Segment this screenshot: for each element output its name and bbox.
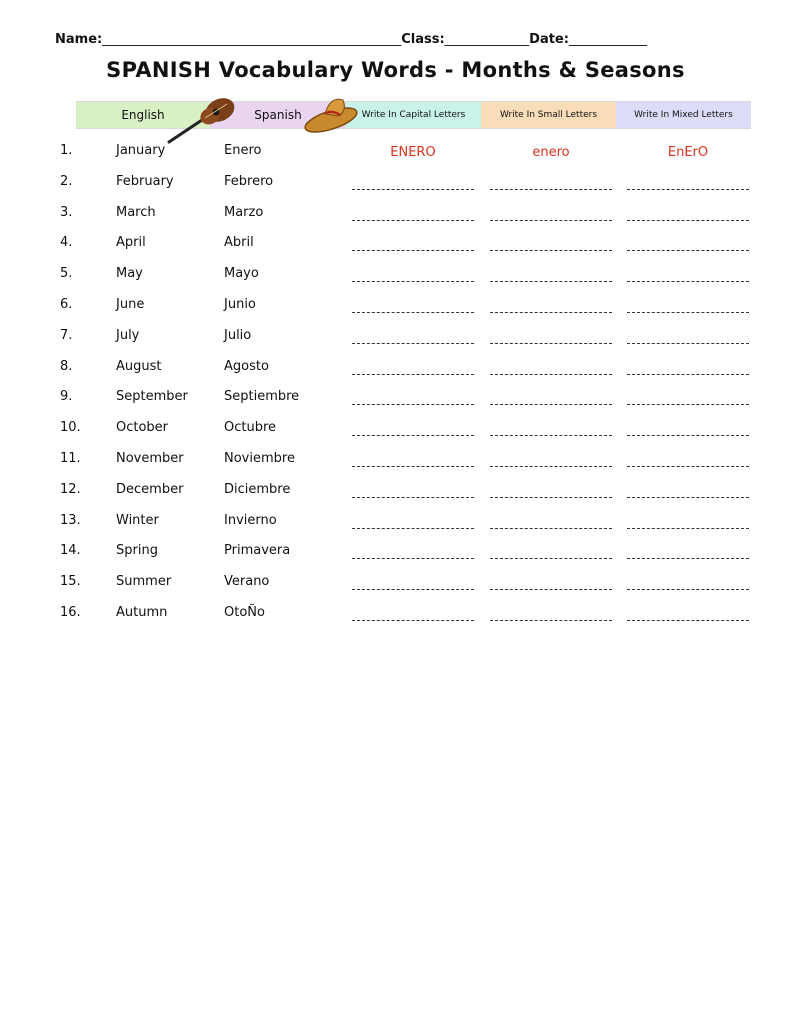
write-line-mixed[interactable] — [627, 528, 749, 529]
write-line-mixed[interactable] — [627, 466, 749, 467]
row-number: 7. — [60, 328, 73, 343]
spanish-word: Verano — [224, 574, 270, 589]
write-line-small[interactable] — [490, 589, 612, 590]
english-word: March — [116, 205, 156, 220]
spanish-word: Julio — [224, 328, 252, 343]
write-line-small[interactable] — [490, 250, 612, 251]
write-line-capital[interactable] — [352, 312, 474, 313]
row-number: 16. — [60, 605, 81, 620]
row-number: 2. — [60, 174, 73, 189]
table-row — [0, 543, 791, 563]
column-header-mixed: Write In Mixed Letters — [616, 101, 751, 129]
english-word: July — [116, 328, 140, 343]
table-row — [0, 328, 791, 348]
write-line-capital[interactable] — [352, 497, 474, 498]
write-line-capital[interactable] — [352, 466, 474, 467]
student-info-line — [55, 32, 750, 52]
table-row — [0, 235, 791, 255]
write-line-mixed[interactable] — [627, 374, 749, 375]
column-header-small: Write In Small Letters — [481, 101, 616, 129]
english-word: Spring — [116, 543, 158, 558]
write-line-small[interactable] — [490, 312, 612, 313]
class-label: Class: — [401, 32, 445, 47]
write-line-capital[interactable] — [352, 374, 474, 375]
spanish-word: Diciembre — [224, 482, 291, 497]
write-line-mixed[interactable] — [627, 497, 749, 498]
example-small: enero — [532, 145, 570, 160]
spanish-word: Invierno — [224, 513, 277, 528]
english-word: Summer — [116, 574, 172, 589]
write-line-small[interactable] — [490, 620, 612, 621]
english-word: Winter — [116, 513, 159, 528]
row-number: 9. — [60, 389, 73, 404]
table-row — [0, 389, 791, 409]
write-line-capital[interactable] — [352, 589, 474, 590]
row-number: 8. — [60, 359, 73, 374]
guitar-icon — [165, 92, 240, 147]
write-line-small[interactable] — [490, 497, 612, 498]
column-header-capital: Write In Capital Letters — [346, 101, 481, 129]
table-row — [0, 605, 791, 625]
write-line-mixed[interactable] — [627, 589, 749, 590]
row-number: 12. — [60, 482, 81, 497]
write-line-capital[interactable] — [352, 435, 474, 436]
row-number: 11. — [60, 451, 81, 466]
english-word: Autumn — [116, 605, 168, 620]
table-row — [0, 266, 791, 286]
class-blank[interactable]: _____________ — [444, 32, 530, 47]
write-line-mixed[interactable] — [627, 558, 749, 559]
english-word: December — [116, 482, 184, 497]
table-row — [0, 205, 791, 225]
write-line-mixed[interactable] — [627, 220, 749, 221]
column-header-english: English — [76, 101, 210, 129]
row-number: 13. — [60, 513, 81, 528]
write-line-mixed[interactable] — [627, 250, 749, 251]
write-line-capital[interactable] — [352, 620, 474, 621]
table-row — [0, 174, 791, 194]
date-label: Date: — [529, 32, 569, 47]
english-word: October — [116, 420, 169, 435]
sombrero-icon — [303, 92, 363, 134]
table-row — [0, 420, 791, 440]
write-line-capital[interactable] — [352, 281, 474, 282]
row-number: 6. — [60, 297, 73, 312]
write-line-capital[interactable] — [352, 220, 474, 221]
english-word: November — [116, 451, 184, 466]
name-blank[interactable]: ______________________________________________ — [102, 32, 402, 47]
row-number: 14. — [60, 543, 81, 558]
write-line-mixed[interactable] — [627, 620, 749, 621]
row-number: 4. — [60, 235, 73, 250]
write-line-small[interactable] — [490, 466, 612, 467]
write-line-mixed[interactable] — [627, 189, 749, 190]
spanish-word: Primavera — [224, 543, 291, 558]
spanish-word: Abril — [224, 235, 254, 250]
table-row — [0, 297, 791, 317]
write-line-capital[interactable] — [352, 528, 474, 529]
spanish-word: Junio — [224, 297, 256, 312]
write-line-mixed[interactable] — [627, 281, 749, 282]
english-word: September — [116, 389, 188, 404]
english-word: February — [116, 174, 174, 189]
write-line-small[interactable] — [490, 281, 612, 282]
row-number: 5. — [60, 266, 73, 281]
write-line-mixed[interactable] — [627, 343, 749, 344]
spanish-word: Noviembre — [224, 451, 295, 466]
write-line-capital[interactable] — [352, 404, 474, 405]
write-line-small[interactable] — [490, 343, 612, 344]
table-row — [0, 513, 791, 533]
write-line-small[interactable] — [490, 220, 612, 221]
table-row — [0, 574, 791, 594]
spanish-word: OtoÑo — [224, 605, 265, 620]
english-word: April — [116, 235, 146, 250]
column-header-spanish: Spanish — [210, 101, 346, 129]
row-number: 1. — [60, 143, 73, 158]
date-blank[interactable]: ____________ — [568, 32, 647, 47]
page-title: SPANISH Vocabulary Words - Months & Seasons — [106, 58, 685, 82]
table-row — [0, 451, 791, 471]
spanish-word: Septiembre — [224, 389, 300, 404]
spanish-word: Enero — [224, 143, 262, 158]
write-line-small[interactable] — [490, 374, 612, 375]
row-number: 10. — [60, 420, 81, 435]
example-capital: ENERO — [390, 145, 436, 160]
spanish-word: Agosto — [224, 359, 269, 374]
row-number: 3. — [60, 205, 73, 220]
example-mixed: EnErO — [667, 145, 709, 160]
english-word: June — [116, 297, 145, 312]
table-row — [0, 482, 791, 502]
spanish-word: Mayo — [224, 266, 259, 281]
write-line-capital[interactable] — [352, 558, 474, 559]
english-word: May — [116, 266, 143, 281]
write-line-small[interactable] — [490, 528, 612, 529]
name-label: Name: — [55, 32, 103, 47]
write-line-mixed[interactable] — [627, 435, 749, 436]
table-row — [0, 359, 791, 379]
write-line-small[interactable] — [490, 404, 612, 405]
write-line-capital[interactable] — [352, 250, 474, 251]
write-line-capital[interactable] — [352, 189, 474, 190]
english-word: August — [116, 359, 162, 374]
spanish-word: Octubre — [224, 420, 277, 435]
english-word: January — [116, 143, 166, 158]
write-line-mixed[interactable] — [627, 312, 749, 313]
write-line-small[interactable] — [490, 435, 612, 436]
write-line-small[interactable] — [490, 558, 612, 559]
write-line-capital[interactable] — [352, 343, 474, 344]
spanish-word: Marzo — [224, 205, 264, 220]
write-line-mixed[interactable] — [627, 404, 749, 405]
write-line-small[interactable] — [490, 189, 612, 190]
spanish-word: Febrero — [224, 174, 274, 189]
table-row — [0, 143, 791, 163]
row-number: 15. — [60, 574, 81, 589]
